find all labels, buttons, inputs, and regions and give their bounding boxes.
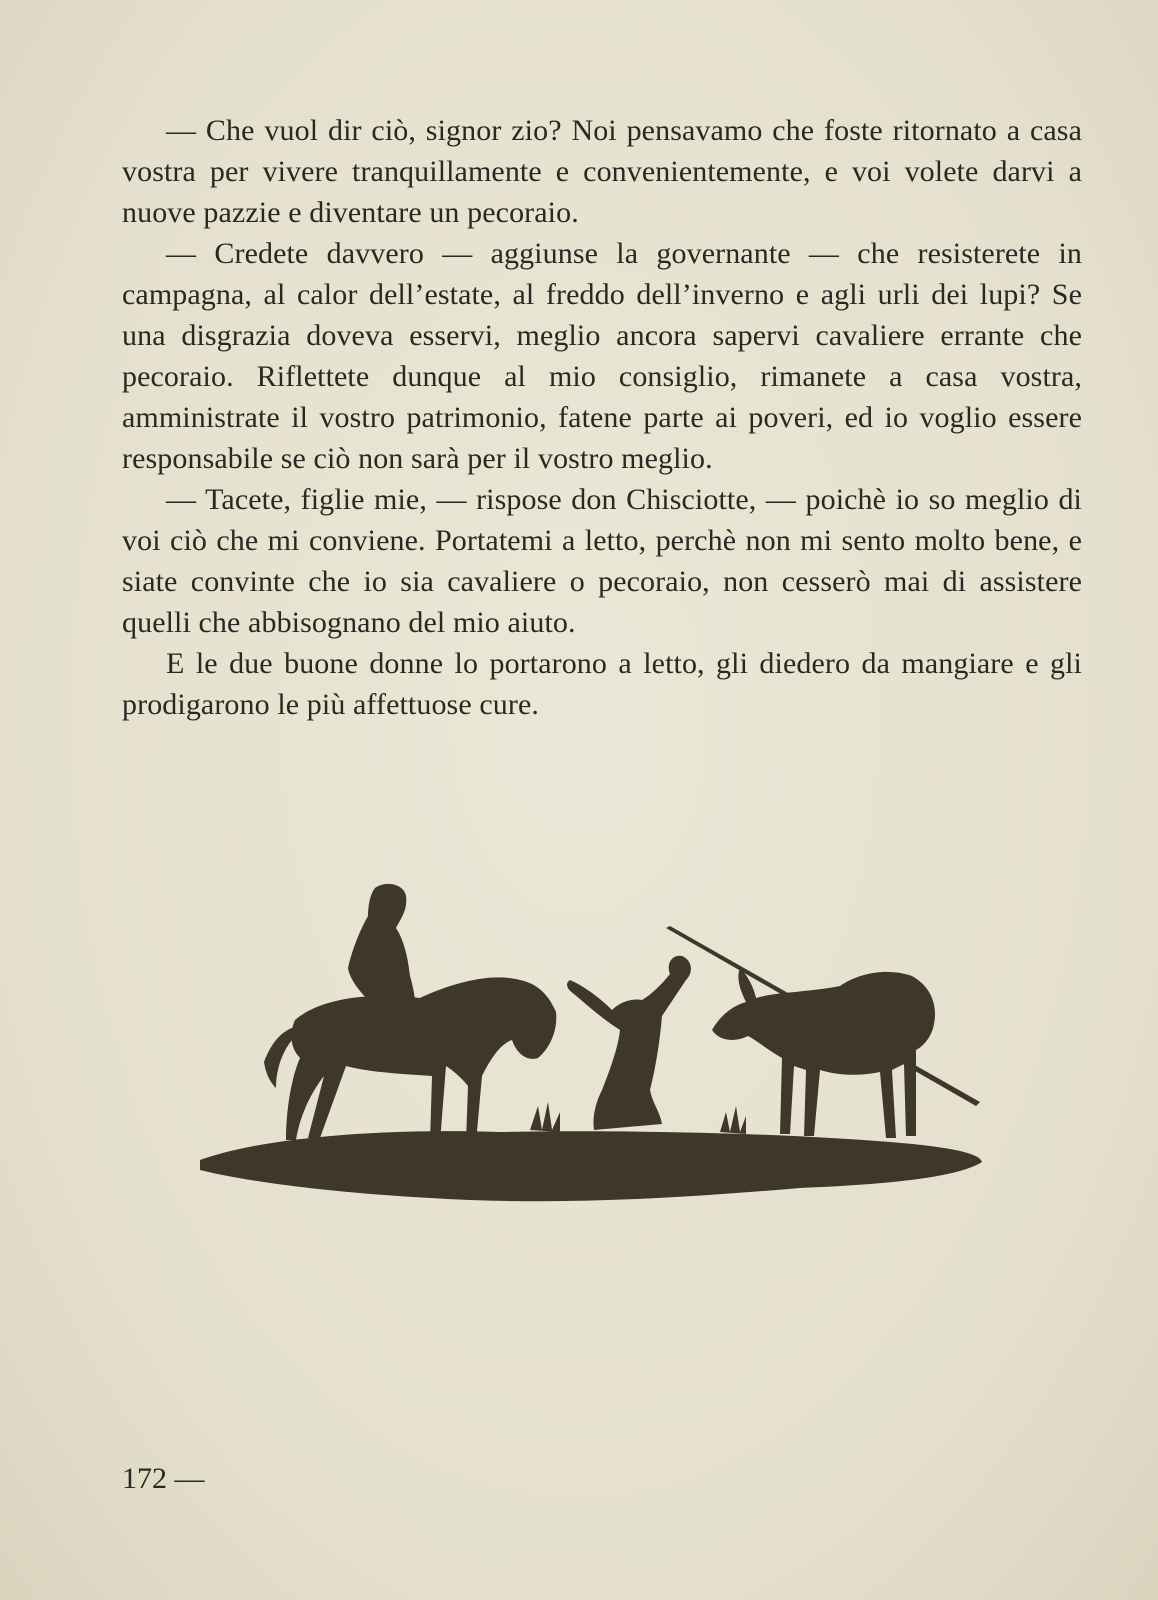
page-number: 172 — [122, 1462, 205, 1495]
paragraph-3: — Tacete, figlie mie, — rispose don Chisciotte, — poichè io so meglio di voi ciò che mi conviene. Portatemi a letto, perchè non mi sento molto bene, e siate convinte che io sia cavaliere o pecoraio, non cesserò mai di assistere quelli che abbisognano del mio aiuto. [122, 483, 1082, 639]
horse-silhouette [286, 977, 556, 1142]
grass-tuft [720, 1106, 746, 1134]
paragraph-2: — Credete davvero — aggiunse la governante — che resisterete in campagna, al calor dell’estate, al freddo dell’inverno e agli urli dei lupi? Se una disgrazia doveva esservi, meglio ancora sapervi cavaliere errante che pecoraio. Riflettete dunque al mio consiglio, rimanete a casa vostra, amministrate il vostro patrimonio, fatene parte ai poveri, ed io voglio essere responsabile se ciò non sarà per il vostro meglio. [122, 237, 1082, 475]
grass-tuft [530, 1102, 560, 1132]
body-text [122, 110, 1082, 725]
paragraph-4: E le due buone donne lo portarono a letto, gli diedero da mangiare e gli prodigarono le più affettuose cure. [122, 647, 1082, 721]
ground-silhouette [200, 1131, 982, 1201]
paragraph-1: — Che vuol dir ciò, signor zio? Noi pensavamo che foste ritornato a casa vostra per vivere tranquillamente e convenientemente, e voi volete darvi a nuove pazzie e diventare un pecoraio. [122, 114, 1082, 229]
kneeling-figure-silhouette [567, 956, 691, 1130]
horse-tail [264, 1026, 298, 1088]
silhouette-illustration-icon [200, 880, 990, 1240]
donkey-silhouette [712, 968, 935, 1138]
